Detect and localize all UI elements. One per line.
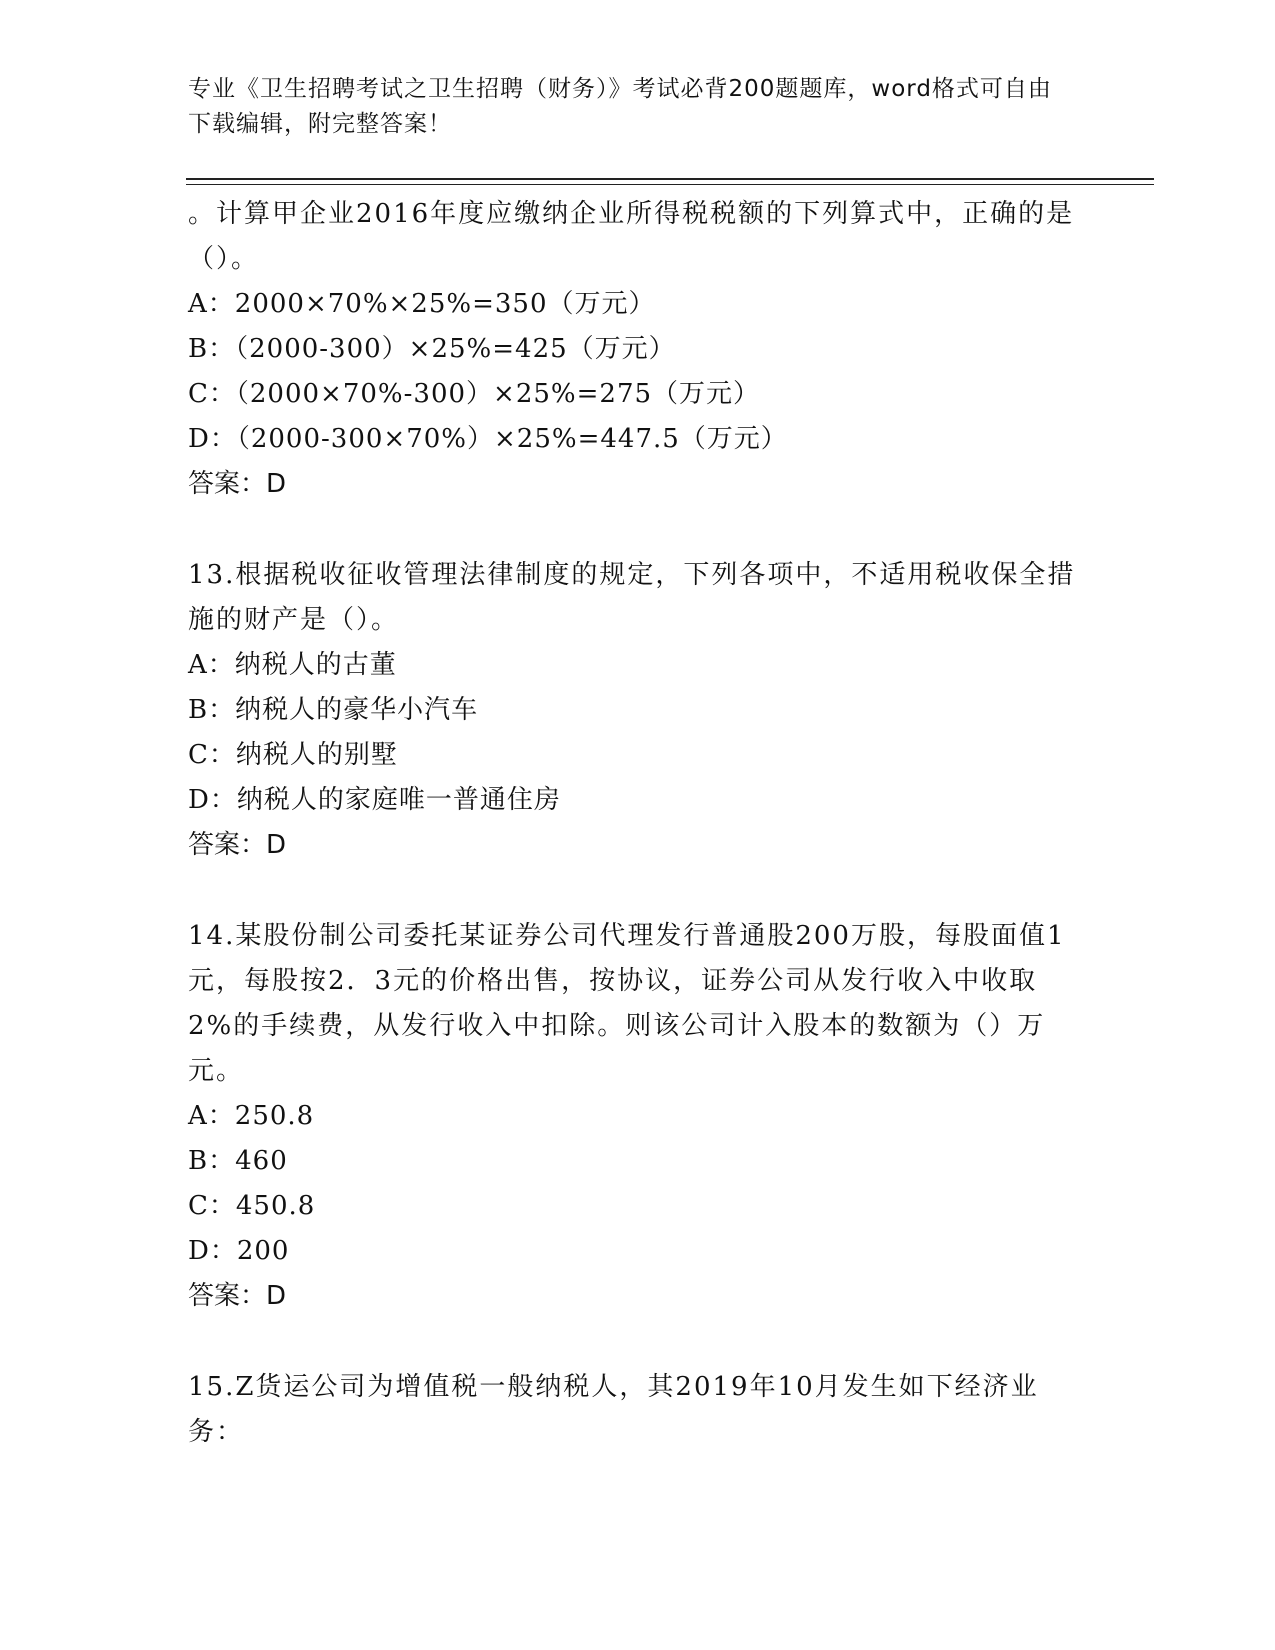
option-d: D：（2000-300×70%）×25%=447.5（万元）: [188, 424, 788, 454]
header-divider-thick: [186, 178, 1154, 180]
option-a: A：纳税人的古董: [188, 650, 397, 680]
spacer: [188, 868, 1078, 914]
question-15: [188, 1365, 1078, 1455]
option-c: C：纳税人的别墅: [188, 740, 398, 770]
question-12: [188, 192, 1078, 507]
spacer: [188, 1319, 1078, 1365]
option-d: D：200: [188, 1236, 290, 1266]
option-c: C：450.8: [188, 1191, 316, 1221]
document-body: [188, 192, 1078, 1455]
spacer: [188, 507, 1078, 553]
option-b: B：纳税人的豪华小汽车: [188, 695, 479, 725]
answer: 答案：D: [188, 1281, 287, 1311]
question-14: [188, 914, 1078, 1319]
document-header: 专业《卫生招聘考试之卫生招聘（财务）》考试必背200题题库，word格式可自由下载编辑，附完整答案！: [188, 76, 1052, 137]
question-stem: 15.Z货运公司为增值税一般纳税人，其2019年10月发生如下经济业务：: [188, 1372, 1039, 1447]
answer: 答案：D: [188, 830, 287, 860]
option-d: D：纳税人的家庭唯一普通住房: [188, 785, 561, 815]
question-stem: 14.某股份制公司委托某证券公司代理发行普通股200万股，每股面值1元，每股按2．3元的价格出售，按协议，证券公司从发行收入中收取2%的手续费，从发行收入中扣除。则该公司计入股本的数额为（）万元。: [188, 921, 1066, 1086]
question-stem: 。计算甲企业2016年度应缴纳企业所得税税额的下列算式中，正确的是（）。: [188, 199, 1075, 274]
question-13: [188, 553, 1078, 868]
question-stem: 13.根据税收征收管理法律制度的规定，下列各项中，不适用税收保全措施的财产是（）。: [188, 560, 1076, 635]
option-a: A：250.8: [188, 1101, 315, 1131]
option-a: A：2000×70%×25%=350（万元）: [188, 289, 656, 319]
option-b: B：460: [188, 1146, 288, 1176]
answer: 答案：D: [188, 469, 287, 499]
header-divider-thin: [186, 184, 1154, 185]
option-c: C：（2000×70%-300）×25%=275（万元）: [188, 379, 761, 409]
option-b: B：（2000-300）×25%=425（万元）: [188, 334, 676, 364]
